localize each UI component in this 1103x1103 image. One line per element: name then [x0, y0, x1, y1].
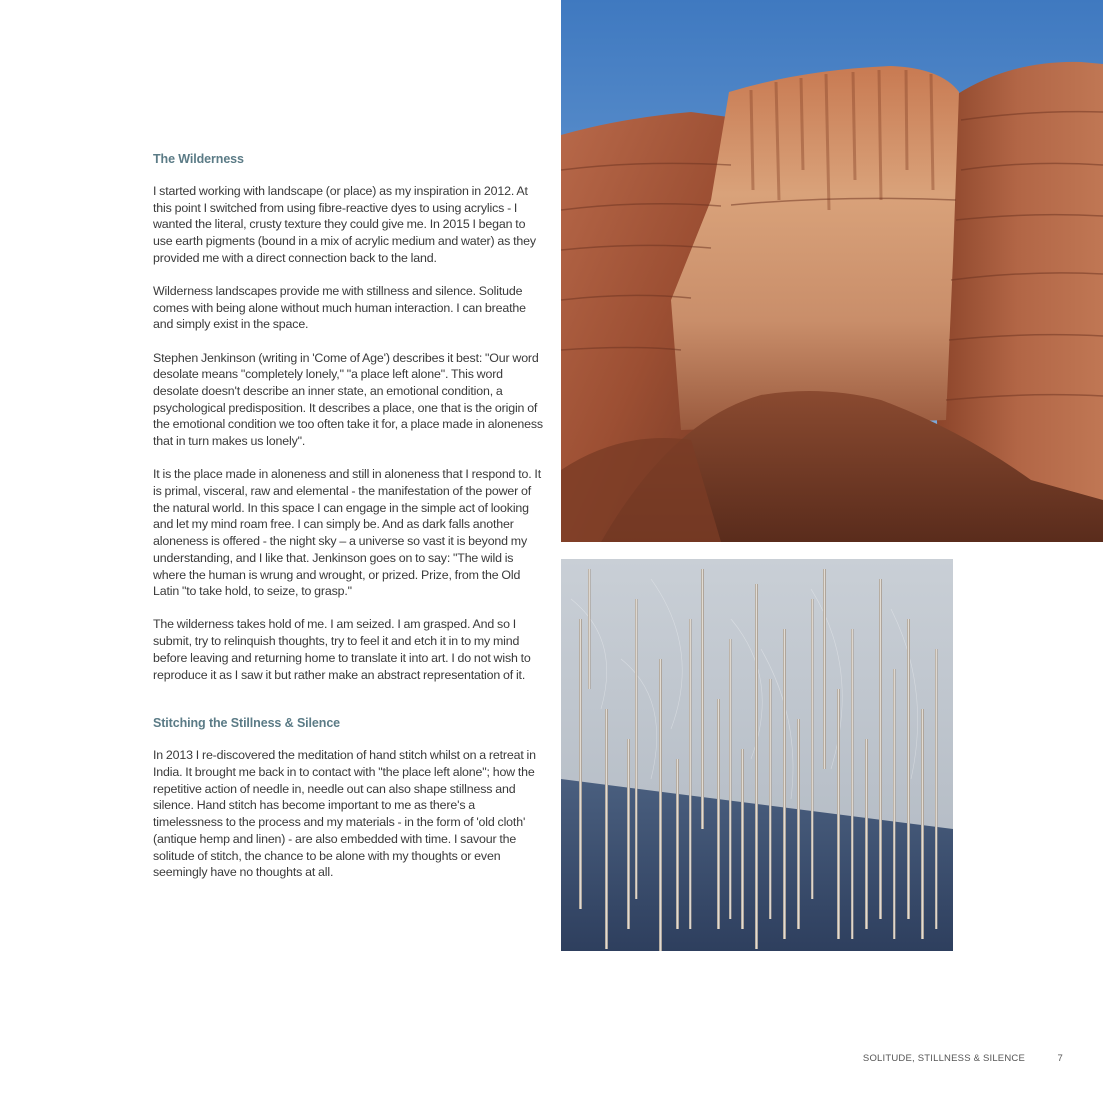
section-heading-stitching: Stitching the Stillness & Silence	[153, 716, 341, 731]
paragraph: It is the place made in aloneness and still in aloneness that I respond to. It is primal, visceral, raw and elemental - the manifestation of the power of the natural world. In this space I can engage in the simple act of looking and let my mind roam free. I can simply be. And as dark falls another aloneness is offered - the night sky – a universe so vast it is beyond my understanding, and I like that. Jenkinson goes on to say: "The wild is where the human is wrung and wrought, or prized. Prize, from the Old Latin "to take hold, to seize, to grasp."	[153, 467, 541, 599]
red-rock-cliff-photo	[561, 0, 1103, 542]
footer-publication-title: SOLITUDE, STILLNESS & SILENCE	[862, 1053, 1025, 1064]
paragraph: In 2013 I re-discovered the meditation of hand stitch whilst on a retreat in India. It brought me back in to contact with "the place left alone"; how the repetitive action of needle in, needle out can also shape stillness and silence. Hand stitch has become important to me as there's a timelessness to the process and my materials - in the form of 'old cloth' (antique hemp and linen) - are also embedded with time. I savour the solitude of stitch, the chance to be alone with my thoughts or even seemingly have no thoughts at all.	[153, 748, 536, 880]
page-number: 7	[1057, 1053, 1063, 1064]
paragraph: The wilderness takes hold of me. I am seized. I am grasped. And so I submit, try to relinquish thoughts, try to feel it and etch it in to my mind before leaving and returning home to translate it into art. I do not wish to reproduce it as I saw it but rather make an abstract representation of it.	[153, 617, 531, 682]
paragraph: Wilderness landscapes provide me with stillness and silence. Solitude comes with being alone without much human interaction. I can breathe and simply exist in the space.	[153, 284, 526, 332]
paragraph: I started working with landscape (or place) as my inspiration in 2012. At this point I switched from using fibre-reactive dyes to using acrylics - I wanted the literal, crusty texture they could give me. In 2015 I began to use earth pigments (bound in a mix of acrylic medium and water) as they provided me with a direct connection back to the land.	[153, 184, 536, 265]
article-text-column	[153, 152, 545, 897]
paragraph: Stephen Jenkinson (writing in 'Come of Age') describes it best: "Our word desolate means "completely lonely," "a place left alone". This word desolate doesn't describe an inner state, an emotional condition, a psychological predisposition. It describes a place, one that is the origin of the emotional condition we too often take it for, a place made in aloneness that in turn makes us lonely".	[153, 350, 543, 449]
section-heading-wilderness: The Wilderness	[153, 152, 244, 166]
needles-in-cloth-photo	[561, 559, 953, 951]
page-footer	[0, 1053, 1103, 1067]
